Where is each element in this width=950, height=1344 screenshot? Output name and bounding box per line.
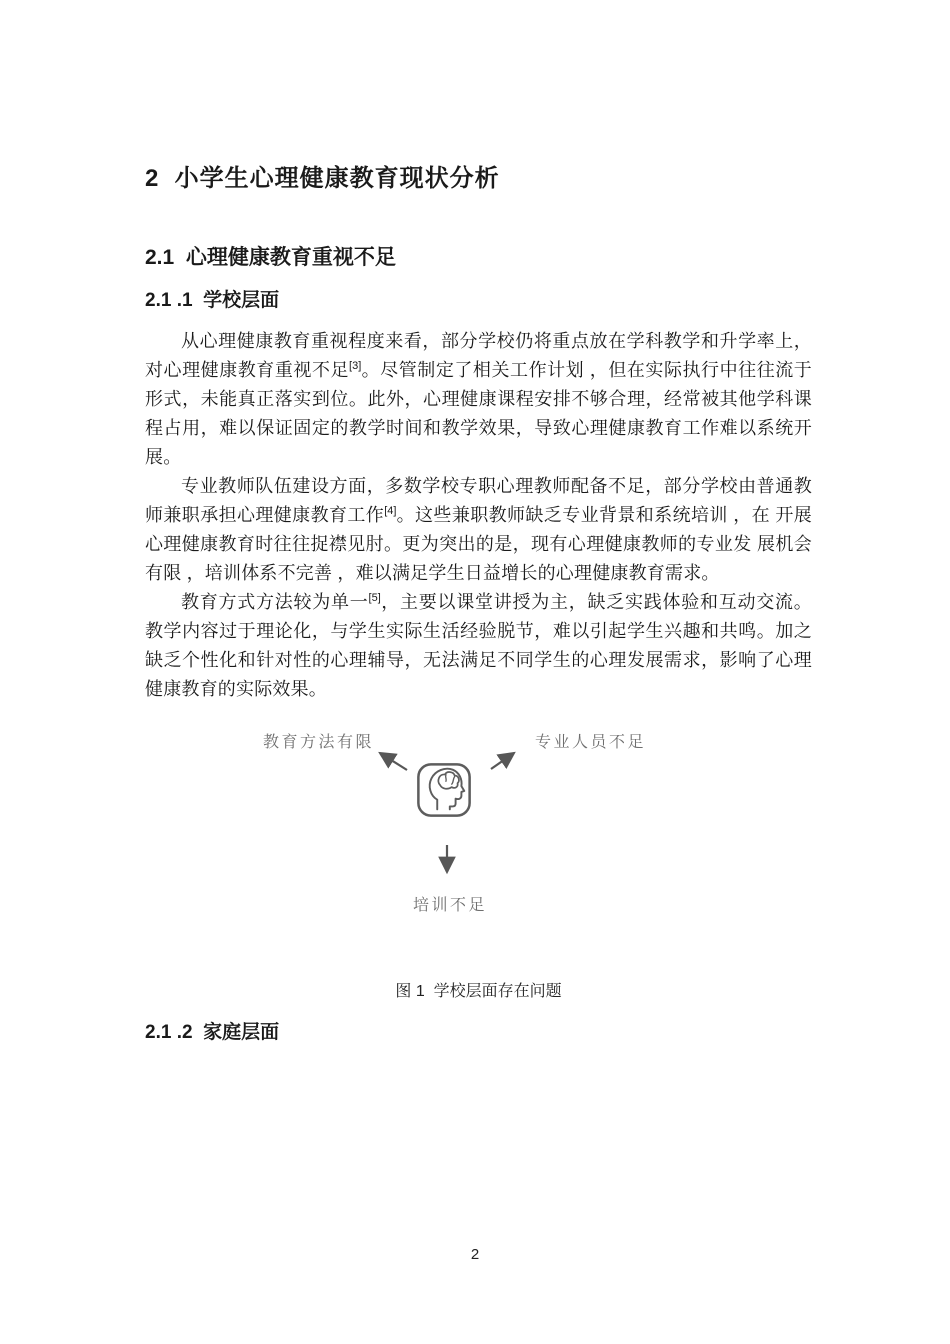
diagram-label-training: 培训不足 [413,897,488,914]
paragraph-2 [145,472,812,588]
subsection-title-school: 2.1 .1 学校层面 [145,290,280,311]
figure-1-caption: 图 1 学校层面存在问题 [395,983,562,1000]
citation-5: [5] [368,592,381,604]
paragraph-2-text-cont: 。这些兼职教师缺乏专业背景和系统培训 ，在 开展心理健康教育时往往捉襟见肘。更为突出的是，现有心理健康教师的专业发 展机会有限 ，培训体系不完善 ，难以满足学生日益增长的心理健康教育需求。 [145,505,812,583]
paragraph-1-text-cont: 。尽管制定了相关工作计划 ，但在实际执行中往往流于形式，未能真正落实到位。此外，心理健康课程安排不够合理，经常被其他学科课程占用，难以保证固定的教学时间和教学效果，导致心理健康教育工作难以系统开展。 [145,360,813,467]
citation-3: [3] [349,360,362,372]
paragraph-3-text-cont: ，主要以课堂讲授为主，缺乏实践体验和互动交流。教学内容过于理论化，与学生实际生活经验脱节，难以引起学生兴趣和共鸣。加之缺乏个性化和针对性的心理辅导，无法满足不同学生的心理发展需求，影响了心理健康教育的实际效果。 [145,592,813,699]
paragraph-2-text: 专业教师队伍建设方面，多数学校专职心理教师配备不足，部分学校由普通教师兼职承担心理健康教育工作 [145,476,812,525]
section-title: 2.1 心理健康教育重视不足 [145,246,396,269]
arrow-up-left [380,753,407,770]
paragraph-1-text: 从心理健康教育重视程度来看，部分学校仍将重点放在学科教学和升学率上，对心理健康教育重视不足 [145,331,812,380]
chapter-title: 2 小学生心理健康教育现状分析 [145,165,500,192]
page-content [145,0,812,1045]
paragraph-1 [145,327,812,472]
diagram-label-methods: 教育方法有限 [263,734,375,751]
subsection-title-family: 2.1 .2 家庭层面 [145,1022,280,1043]
page-number: 2 [470,1246,480,1263]
paragraph-3-text: 教育方式方法较为单一 [181,592,369,612]
diagram-label-staff: 专业人员不足 [535,734,647,751]
figure-1-diagram [145,719,812,937]
paragraph-3 [145,588,812,704]
arrow-up-right [491,753,514,769]
head-brain-icon [415,761,473,819]
citation-4: [4] [384,505,397,517]
